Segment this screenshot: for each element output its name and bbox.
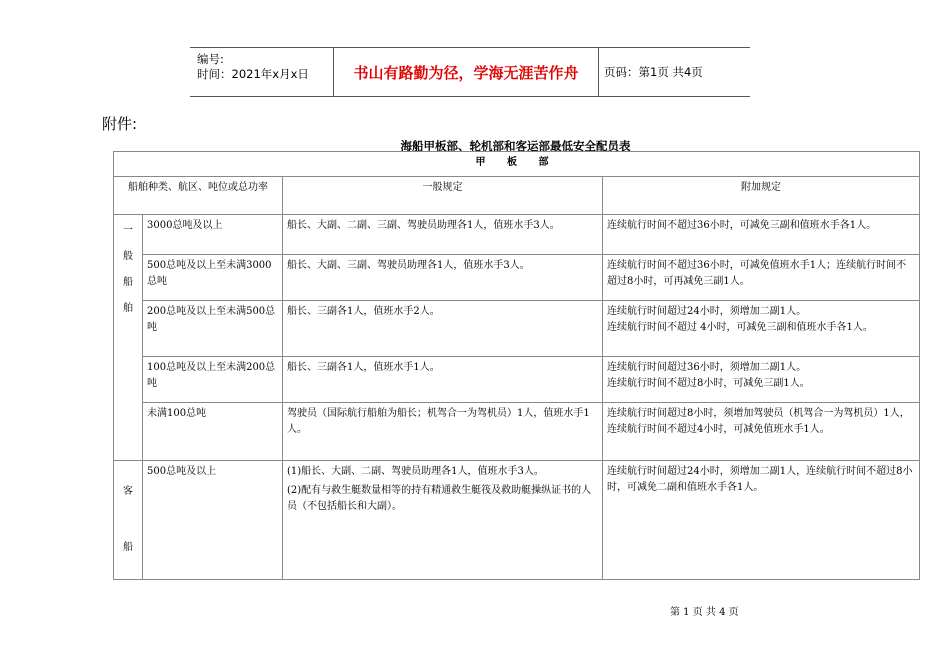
additional-text: 连续航行时间不超过8小时，可减免三副1人。: [607, 378, 810, 389]
column-header-row: [114, 177, 920, 215]
additional-cell: [603, 215, 920, 255]
additional-text: 连续航行时间超过36小时，须增加二副1人。: [607, 362, 807, 373]
group-label-general-ship: [114, 215, 143, 461]
additional-text: 连续航行时间超过8小时，须增加驾驶员（机驾合一为驾机员）1人，连续航行时间不超过4小时，可减免值班水手1人。: [607, 408, 910, 435]
additional-text: 连续航行时间超过24小时，须增加二副1人。: [607, 306, 807, 317]
general-cell: [283, 403, 603, 461]
additional-text: 连续航行时间不超过 4小时，可减免三副和值班水手各1人。: [607, 322, 873, 333]
tonnage-cell: 500总吨及以上: [143, 461, 283, 580]
table-row: [114, 357, 920, 403]
department-row: [114, 152, 920, 177]
table-row: [114, 461, 920, 580]
group-label: 客船: [123, 486, 133, 553]
general-cell: [283, 461, 603, 580]
tonnage-cell: 未满100总吨: [143, 403, 283, 461]
additional-cell: [603, 255, 920, 301]
number-label: 编号:: [197, 52, 224, 66]
additional-text: 连续航行时间不超过36小时，可减免三副和值班水手各1人。: [607, 220, 877, 231]
additional-text: 连续航行时间不超过36小时，可减免值班水手1人；连续航行时间不超过8小时，可再减免三副1人。: [607, 260, 907, 287]
header-info: [197, 52, 309, 82]
table-row: [114, 255, 920, 301]
general-cell: [283, 255, 603, 301]
header-divider: [598, 48, 599, 96]
tonnage-cell: 3000总吨及以上: [143, 215, 283, 255]
additional-cell: [603, 301, 920, 357]
column-header-general: 一般规定: [283, 177, 603, 215]
column-header-additional: 附加规定: [603, 177, 920, 215]
additional-cell: [603, 357, 920, 403]
column-header-type: 船舶种类、航区、吨位或总功率: [114, 177, 283, 215]
general-text: (1)船长、大副、二副、驾驶员助理各1人，值班水手3人。: [287, 466, 544, 477]
additional-cell: [603, 461, 920, 580]
table-row: [114, 215, 920, 255]
general-text: 船长、大副、二副、三副、驾驶员助理各1人，值班水手3人。: [287, 220, 560, 231]
table-row: [114, 301, 920, 357]
crew-table: [113, 151, 920, 580]
additional-text: 连续航行时间超过24小时，须增加二副1人，连续航行时间不超过8小时，可减免二副和值班水手各1人。: [607, 466, 913, 493]
header-divider: [333, 48, 334, 96]
tonnage-cell: 100总吨及以上至未满200总吨: [143, 357, 283, 403]
general-cell: [283, 301, 603, 357]
general-text: 船长、三副各1人，值班水手2人。: [287, 306, 440, 317]
time-label: 时间：2021年x月x日: [197, 67, 309, 81]
general-cell: [283, 357, 603, 403]
tonnage-cell: 500总吨及以上至未满3000总吨: [143, 255, 283, 301]
group-label: 一般船舶: [123, 225, 133, 314]
general-cell: [283, 215, 603, 255]
table-title: 海船甲板部、轮机部和客运部最低安全配员表: [400, 139, 631, 153]
general-text: 船长、三副各1人，值班水手1人。: [287, 362, 440, 373]
general-text: (2)配有与救生艇数量相等的持有精通救生艇筏及救助艇操纵证书的人员（不包括船长和大副）。: [287, 485, 592, 512]
group-label-passenger-ship: [114, 461, 143, 580]
general-text: 船长、大副、三副、驾驶员助理各1人，值班水手3人。: [287, 260, 530, 271]
header-motto: 书山有路勤为径，学海无涯苦作舟: [353, 63, 579, 82]
department-header: 甲 板 部: [114, 152, 920, 177]
additional-cell: [603, 403, 920, 461]
tonnage-cell: 200总吨及以上至未满500总吨: [143, 301, 283, 357]
general-text: 驾驶员（国际航行船舶为船长；机驾合一为驾机员）1人，值班水手1人。: [287, 408, 590, 435]
page-indicator: 页码：第1页 共4页: [604, 65, 703, 79]
page-footer: 第 1 页 共 4 页: [670, 607, 739, 618]
attachment-label: 附件:: [102, 115, 138, 133]
table-row: [114, 403, 920, 461]
document-header: [190, 47, 750, 97]
